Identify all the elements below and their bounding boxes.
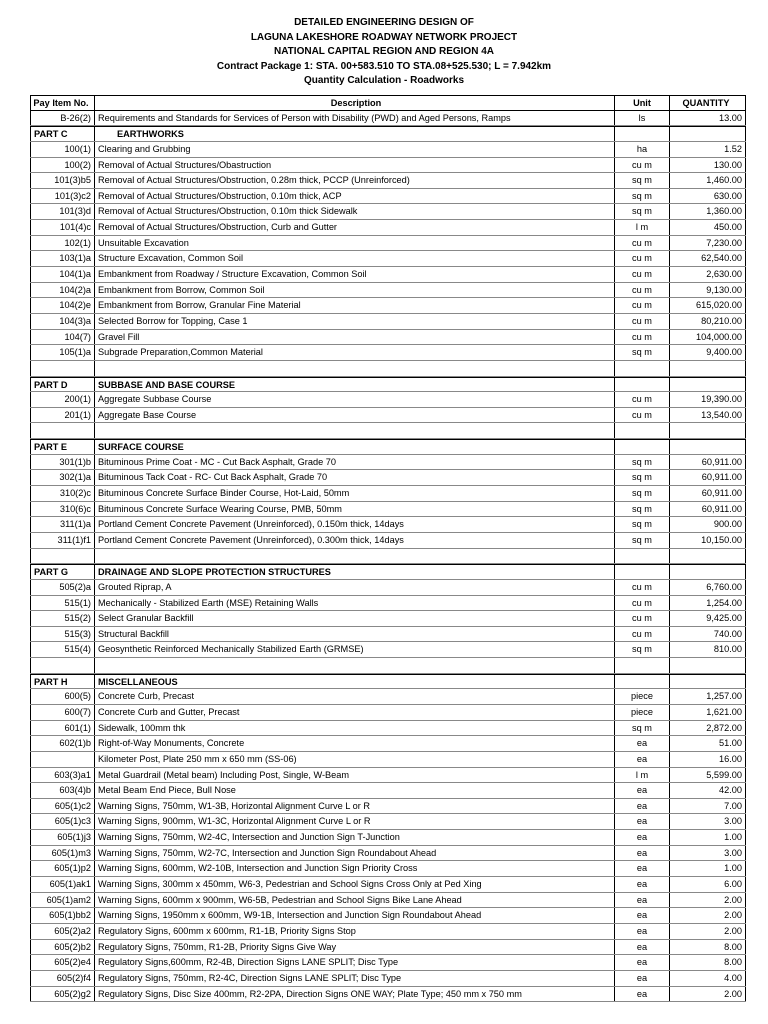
table-row [30, 924, 746, 940]
quantity-cell: 2,872.00 [670, 721, 746, 736]
pay-item-cell: 602(1)b [30, 736, 95, 751]
description-cell: Portland Cement Concrete Pavement (Unreinforced), 0.300m thick, 14days [95, 533, 615, 548]
col-header-pay-item: Pay Item No. [30, 96, 95, 110]
pay-item-cell: PART D [30, 378, 95, 392]
pay-item-cell: 102(1) [30, 236, 95, 251]
unit-cell: ea [615, 971, 670, 986]
unit-cell: ls [615, 111, 670, 126]
description-cell: Aggregate Subbase Course [95, 392, 615, 407]
description-cell: Structural Backfill [95, 627, 615, 642]
unit-cell: cu m [615, 580, 670, 595]
pay-item-cell: 201(1) [30, 408, 95, 423]
pay-item-cell: B-26(2) [30, 111, 95, 126]
table-row [30, 611, 746, 627]
unit-cell: sq m [615, 204, 670, 219]
quantity-cell: 2.00 [670, 893, 746, 908]
unit-cell: cu m [615, 408, 670, 423]
description-cell [95, 658, 615, 673]
quantity-cell: 42.00 [670, 783, 746, 798]
quantity-cell: 7,230.00 [670, 236, 746, 251]
table-row [30, 204, 746, 220]
pay-item-cell: 302(1)a [30, 470, 95, 485]
table-row [30, 908, 746, 924]
unit-cell [615, 565, 670, 579]
description-cell: Regulatory Signs, 600mm x 600mm, R1-1B, Priority Signs Stop [95, 924, 615, 939]
unit-cell: cu m [615, 236, 670, 251]
unit-cell: ea [615, 814, 670, 829]
blank-row [30, 361, 746, 377]
pay-item-cell: 605(2)b2 [30, 940, 95, 955]
unit-cell: sq m [615, 517, 670, 532]
unit-cell [615, 440, 670, 454]
table-row [30, 893, 746, 909]
unit-cell: cu m [615, 251, 670, 266]
unit-cell: ea [615, 752, 670, 767]
description-cell: Concrete Curb, Precast [95, 689, 615, 704]
pay-item-cell: 104(3)a [30, 314, 95, 329]
unit-cell: ha [615, 142, 670, 157]
pay-item-cell: 605(1)p2 [30, 861, 95, 876]
pay-item-cell: 103(1)a [30, 251, 95, 266]
unit-cell: cu m [615, 158, 670, 173]
unit-cell: ea [615, 846, 670, 861]
pay-item-cell [30, 658, 95, 673]
quantity-cell: 450.00 [670, 220, 746, 235]
description-cell: EARTHWORKS [95, 127, 615, 141]
quantity-cell [670, 549, 746, 564]
description-cell: Warning Signs, 750mm, W1-3B, Horizontal Alignment Curve L or R [95, 799, 615, 814]
pay-item-cell: 100(2) [30, 158, 95, 173]
quantity-cell: 1.00 [670, 830, 746, 845]
blank-row [30, 423, 746, 439]
quantity-cell: 1,360.00 [670, 204, 746, 219]
quantity-cell: 1.52 [670, 142, 746, 157]
table-header-row [30, 95, 746, 111]
quantity-cell: 104,000.00 [670, 330, 746, 345]
description-cell: Select Granular Backfill [95, 611, 615, 626]
pay-item-cell [30, 423, 95, 438]
description-cell: Embankment from Borrow, Common Soil [95, 283, 615, 298]
quantity-cell: 2.00 [670, 987, 746, 1002]
pay-item-cell: 515(3) [30, 627, 95, 642]
unit-cell: ea [615, 893, 670, 908]
unit-cell: ea [615, 955, 670, 970]
quantity-cell: 6.00 [670, 877, 746, 892]
pay-item-cell: 605(2)f4 [30, 971, 95, 986]
description-cell: SUBBASE AND BASE COURSE [95, 378, 615, 392]
description-cell: Warning Signs, 1950mm x 600mm, W9-1B, Intersection and Junction Sign Roundabout Ahead [95, 908, 615, 923]
quantity-cell: 1,460.00 [670, 173, 746, 188]
quantity-cell: 60,911.00 [670, 486, 746, 501]
title-line-1: DETAILED ENGINEERING DESIGN OF [294, 17, 474, 28]
title-line-2: LAGUNA LAKESHORE ROADWAY NETWORK PROJECT [250, 31, 518, 43]
table-row [30, 752, 746, 768]
pay-item-cell: 101(3)d [30, 204, 95, 219]
unit-cell: l m [615, 768, 670, 783]
unit-cell: ea [615, 736, 670, 751]
pay-item-cell: 311(1)a [30, 517, 95, 532]
description-cell: Sidewalk, 100mm thk [95, 721, 615, 736]
table-row [30, 111, 746, 127]
unit-cell [615, 127, 670, 141]
description-cell: Bituminous Concrete Surface Wearing Course, PMB, 50mm [95, 502, 615, 517]
table-row [30, 220, 746, 236]
quantity-cell: 810.00 [670, 642, 746, 657]
table-row [30, 236, 746, 252]
table-row [30, 345, 746, 361]
description-cell: Removal of Actual Structures/Obstruction, 0.10m thick Sidewalk [95, 204, 615, 219]
unit-cell: piece [615, 689, 670, 704]
title-line-4: Contract Package 1: STA. 00+583.510 TO STA.08+525.530; L = 7.942km [216, 60, 552, 72]
description-cell: Structure Excavation, Common Soil [95, 251, 615, 266]
table-row [30, 940, 746, 956]
quantity-cell: 9,400.00 [670, 345, 746, 360]
description-cell: Selected Borrow for Topping, Case 1 [95, 314, 615, 329]
description-cell: Right-of-Way Monuments, Concrete [95, 736, 615, 751]
description-cell: Kilometer Post, Plate 250 mm x 650 mm (SS-06) [95, 752, 615, 767]
unit-cell: sq m [615, 345, 670, 360]
pay-item-cell: 605(1)j3 [30, 830, 95, 845]
quantity-cell: 1,621.00 [670, 705, 746, 720]
table-row [30, 330, 746, 346]
quantity-cell: 2.00 [670, 924, 746, 939]
table-row [30, 721, 746, 737]
unit-cell: ea [615, 783, 670, 798]
table-row [30, 971, 746, 987]
description-cell: Warning Signs, 600mm x 900mm, W6-5B, Pedestrian and School Signs Bike Lane Ahead [95, 893, 615, 908]
table-row [30, 392, 746, 408]
quantity-cell [670, 361, 746, 376]
quantity-cell: 3.00 [670, 846, 746, 861]
table-row [30, 189, 746, 205]
unit-cell: sq m [615, 642, 670, 657]
description-cell: Regulatory Signs, 750mm, R2-4C, Direction Signs LANE SPLIT; Disc Type [95, 971, 615, 986]
quantity-cell [670, 565, 746, 579]
blank-row [30, 658, 746, 674]
quantity-cell [670, 378, 746, 392]
unit-cell: ea [615, 987, 670, 1002]
pay-item-cell: 605(1)c2 [30, 799, 95, 814]
title-line-5: Quantity Calculation - Roadworks [303, 75, 465, 87]
unit-cell: sq m [615, 173, 670, 188]
unit-cell: cu m [615, 392, 670, 407]
quantity-cell: 2.00 [670, 908, 746, 923]
unit-cell: piece [615, 705, 670, 720]
quantity-cell [670, 127, 746, 141]
quantity-cell: 3.00 [670, 814, 746, 829]
pay-item-cell [30, 549, 95, 564]
description-cell: Regulatory Signs, 750mm, R1-2B, Priority Signs Give Way [95, 940, 615, 955]
unit-cell: cu m [615, 611, 670, 626]
pay-item-cell: 515(2) [30, 611, 95, 626]
unit-cell: cu m [615, 267, 670, 282]
unit-cell: l m [615, 220, 670, 235]
table-row [30, 689, 746, 705]
description-cell: Regulatory Signs,600mm, R2-4B, Direction Signs LANE SPLIT; Disc Type [95, 955, 615, 970]
unit-cell: ea [615, 877, 670, 892]
table-row [30, 596, 746, 612]
quantity-cell: 13,540.00 [670, 408, 746, 423]
table-row [30, 455, 746, 471]
pay-item-cell: 601(1) [30, 721, 95, 736]
table-row [30, 533, 746, 549]
table-row [30, 814, 746, 830]
table-row [30, 783, 746, 799]
table-row [30, 705, 746, 721]
quantity-cell: 62,540.00 [670, 251, 746, 266]
quantity-cell: 740.00 [670, 627, 746, 642]
quantity-cell: 630.00 [670, 189, 746, 204]
pay-item-cell: 605(2)a2 [30, 924, 95, 939]
pay-item-cell: 603(4)b [30, 783, 95, 798]
table-row [30, 642, 746, 658]
table-row [30, 486, 746, 502]
pay-item-cell: PART E [30, 440, 95, 454]
quantity-table [30, 95, 746, 1002]
pay-item-cell: 515(1) [30, 596, 95, 611]
quantity-cell: 60,911.00 [670, 470, 746, 485]
quantity-cell: 10,150.00 [670, 533, 746, 548]
pay-item-cell: 600(5) [30, 689, 95, 704]
pay-item-cell: 605(1)m3 [30, 846, 95, 861]
description-cell: Removal of Actual Structures/Obastruction [95, 158, 615, 173]
pay-item-cell: 105(1)a [30, 345, 95, 360]
description-cell [95, 361, 615, 376]
description-cell: Warning Signs, 900mm, W1-3C, Horizontal Alignment Curve L or R [95, 814, 615, 829]
pay-item-cell: 200(1) [30, 392, 95, 407]
description-cell: Concrete Curb and Gutter, Precast [95, 705, 615, 720]
table-row [30, 142, 746, 158]
unit-cell: cu m [615, 627, 670, 642]
col-header-quantity: QUANTITY [670, 96, 746, 110]
unit-cell: cu m [615, 283, 670, 298]
description-cell: DRAINAGE AND SLOPE PROTECTION STRUCTURES [95, 565, 615, 579]
unit-cell: ea [615, 799, 670, 814]
unit-cell: cu m [615, 330, 670, 345]
table-row [30, 627, 746, 643]
description-cell: Warning Signs, 750mm, W2-7C, Intersection and Junction Sign Roundabout Ahead [95, 846, 615, 861]
table-row [30, 955, 746, 971]
description-cell: Removal of Actual Structures/Obstruction, 0.10m thick, ACP [95, 189, 615, 204]
unit-cell [615, 361, 670, 376]
unit-cell: ea [615, 861, 670, 876]
table-row [30, 830, 746, 846]
quantity-cell: 19,390.00 [670, 392, 746, 407]
table-row [30, 173, 746, 189]
description-cell [95, 549, 615, 564]
pay-item-cell [30, 752, 95, 767]
pay-item-cell: 505(2)a [30, 580, 95, 595]
unit-cell [615, 675, 670, 689]
unit-cell: sq m [615, 486, 670, 501]
quantity-cell: 2,630.00 [670, 267, 746, 282]
unit-cell [615, 549, 670, 564]
pay-item-cell: 310(2)c [30, 486, 95, 501]
unit-cell: sq m [615, 721, 670, 736]
pay-item-cell: 310(6)c [30, 502, 95, 517]
table-row [30, 799, 746, 815]
col-header-description: Description [95, 96, 615, 110]
quantity-cell: 16.00 [670, 752, 746, 767]
quantity-cell: 60,911.00 [670, 502, 746, 517]
unit-cell: cu m [615, 314, 670, 329]
title-line-3: NATIONAL CAPITAL REGION AND REGION 4A [273, 46, 494, 58]
quantity-cell: 9,425.00 [670, 611, 746, 626]
quantity-cell [670, 423, 746, 438]
pay-item-cell: 605(1)c3 [30, 814, 95, 829]
table-row [30, 283, 746, 299]
quantity-cell [670, 440, 746, 454]
part-header-row [30, 564, 746, 580]
table-row [30, 158, 746, 174]
quantity-cell: 1,254.00 [670, 596, 746, 611]
quantity-cell: 6,760.00 [670, 580, 746, 595]
part-header-row [30, 126, 746, 142]
pay-item-cell: 311(1)f1 [30, 533, 95, 548]
description-cell: Mechanically - Stabilized Earth (MSE) Retaining Walls [95, 596, 615, 611]
blank-row [30, 549, 746, 565]
table-row [30, 251, 746, 267]
table-row [30, 517, 746, 533]
description-cell: MISCELLANEOUS [95, 675, 615, 689]
quantity-cell: 7.00 [670, 799, 746, 814]
pay-item-cell: 605(1)ak1 [30, 877, 95, 892]
quantity-cell: 615,020.00 [670, 298, 746, 313]
description-cell: Removal of Actual Structures/Obstruction, 0.28m thick, PCCP (Unreinforced) [95, 173, 615, 188]
unit-cell [615, 378, 670, 392]
pay-item-cell: 605(1)am2 [30, 893, 95, 908]
quantity-cell: 13.00 [670, 111, 746, 126]
pay-item-cell: PART C [30, 127, 95, 141]
description-cell: Regulatory Signs, Disc Size 400mm, R2-2PA, Direction Signs ONE WAY; Plate Type; 450 mm x 750 mm [95, 987, 615, 1002]
description-cell [95, 423, 615, 438]
pay-item-cell: 605(2)g2 [30, 987, 95, 1002]
unit-cell: cu m [615, 596, 670, 611]
quantity-cell: 5,599.00 [670, 768, 746, 783]
description-cell: Unsuitable Excavation [95, 236, 615, 251]
pay-item-cell: 605(2)e4 [30, 955, 95, 970]
table-row [30, 314, 746, 330]
part-header-row [30, 674, 746, 690]
unit-cell: sq m [615, 470, 670, 485]
table-row [30, 846, 746, 862]
description-cell: Bituminous Concrete Surface Binder Course, Hot-Laid, 50mm [95, 486, 615, 501]
table-row [30, 861, 746, 877]
pay-item-cell: PART H [30, 675, 95, 689]
unit-cell: sq m [615, 189, 670, 204]
quantity-cell: 1,257.00 [670, 689, 746, 704]
unit-cell: ea [615, 830, 670, 845]
pay-item-cell [30, 361, 95, 376]
table-row [30, 298, 746, 314]
description-cell: Bituminous Prime Coat - MC - Cut Back Asphalt, Grade 70 [95, 455, 615, 470]
unit-cell: ea [615, 924, 670, 939]
quantity-cell: 4.00 [670, 971, 746, 986]
description-cell: Grouted Riprap, A [95, 580, 615, 595]
table-row [30, 408, 746, 424]
quantity-cell: 130.00 [670, 158, 746, 173]
description-cell: Warning Signs, 300mm x 450mm, W6-3, Pedestrian and School Signs Cross Only at Ped Xing [95, 877, 615, 892]
part-header-row [30, 439, 746, 455]
quantity-cell: 1.00 [670, 861, 746, 876]
description-cell: Portland Cement Concrete Pavement (Unreinforced), 0.150m thick, 14days [95, 517, 615, 532]
description-cell: Gravel Fill [95, 330, 615, 345]
quantity-cell: 9,130.00 [670, 283, 746, 298]
quantity-cell [670, 675, 746, 689]
pay-item-cell: 600(7) [30, 705, 95, 720]
unit-cell: sq m [615, 455, 670, 470]
table-row [30, 877, 746, 893]
pay-item-cell: 104(1)a [30, 267, 95, 282]
unit-cell: sq m [615, 533, 670, 548]
pay-item-cell: 301(1)b [30, 455, 95, 470]
table-row [30, 987, 746, 1003]
pay-item-cell: 515(4) [30, 642, 95, 657]
description-cell: Metal Beam End Piece, Bull Nose [95, 783, 615, 798]
description-cell: Removal of Actual Structures/Obstruction, Curb and Gutter [95, 220, 615, 235]
part-header-row [30, 377, 746, 393]
pay-item-cell: PART G [30, 565, 95, 579]
pay-item-cell: 104(2)a [30, 283, 95, 298]
unit-cell: ea [615, 940, 670, 955]
description-cell: Requirements and Standards for Services of Person with Disability (PWD) and Aged Persons, Ramps [95, 111, 615, 126]
unit-cell: cu m [615, 298, 670, 313]
description-cell: Aggregate Base Course [95, 408, 615, 423]
pay-item-cell: 603(3)a1 [30, 768, 95, 783]
pay-item-cell: 101(4)c [30, 220, 95, 235]
quantity-cell: 8.00 [670, 940, 746, 955]
unit-cell: sq m [615, 502, 670, 517]
table-row [30, 580, 746, 596]
description-cell: Metal Guardrail (Metal beam) Including Post, Single, W-Beam [95, 768, 615, 783]
description-cell: Warning Signs, 600mm, W2-10B, Intersection and Junction Sign Priority Cross [95, 861, 615, 876]
quantity-cell: 900.00 [670, 517, 746, 532]
description-cell: Bituminous Tack Coat - RC- Cut Back Asphalt, Grade 70 [95, 470, 615, 485]
pay-item-cell: 104(7) [30, 330, 95, 345]
quantity-cell: 8.00 [670, 955, 746, 970]
quantity-cell [670, 658, 746, 673]
description-cell: SURFACE COURSE [95, 440, 615, 454]
quantity-cell: 80,210.00 [670, 314, 746, 329]
unit-cell [615, 658, 670, 673]
description-cell: Warning Signs, 750mm, W2-4C, Intersection and Junction Sign T-Junction [95, 830, 615, 845]
document-header [0, 0, 768, 89]
quantity-cell: 51.00 [670, 736, 746, 751]
table-row [30, 502, 746, 518]
table-row [30, 736, 746, 752]
description-cell: Geosynthetic Reinforced Mechanically Stabilized Earth (GRMSE) [95, 642, 615, 657]
description-cell: Clearing and Grubbing [95, 142, 615, 157]
quantity-cell: 60,911.00 [670, 455, 746, 470]
pay-item-cell: 101(3)b5 [30, 173, 95, 188]
pay-item-cell: 101(3)c2 [30, 189, 95, 204]
unit-cell: ea [615, 908, 670, 923]
pay-item-cell: 104(2)e [30, 298, 95, 313]
col-header-unit: Unit [615, 96, 670, 110]
pay-item-cell: 100(1) [30, 142, 95, 157]
description-cell: Embankment from Borrow, Granular Fine Material [95, 298, 615, 313]
unit-cell [615, 423, 670, 438]
description-cell: Subgrade Preparation,Common Material [95, 345, 615, 360]
table-row [30, 267, 746, 283]
description-cell: Embankment from Roadway / Structure Excavation, Common Soil [95, 267, 615, 282]
table-row [30, 768, 746, 784]
table-row [30, 470, 746, 486]
pay-item-cell: 605(1)bb2 [30, 908, 95, 923]
